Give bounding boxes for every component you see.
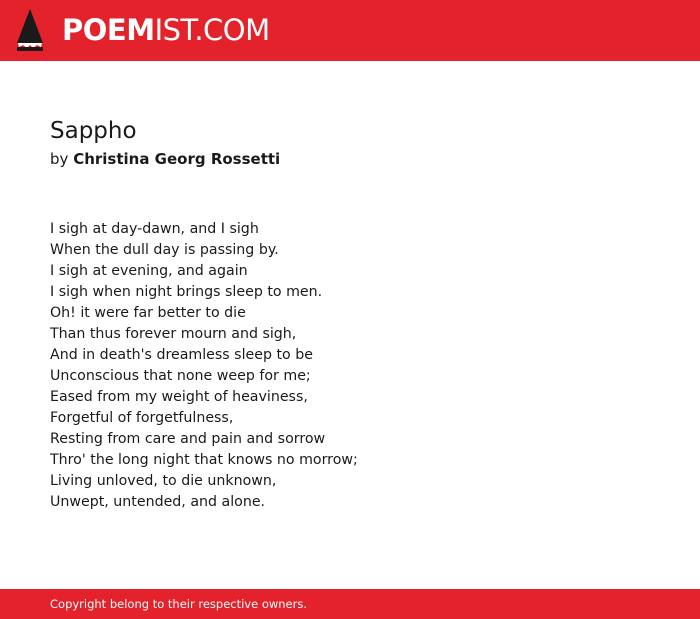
poem-line: Resting from care and pain and sorrow (50, 431, 326, 447)
poem-body (50, 219, 358, 513)
poem-line: Oh! it were far better to die (50, 305, 246, 321)
poem-line: I sigh at evening, and again (50, 263, 248, 279)
poem-line: Than thus forever mourn and sigh, (50, 326, 297, 342)
logo-text-light: IST.COM (154, 13, 270, 47)
poem-line: Eased from my weight of heaviness, (50, 389, 308, 405)
copyright-text: Copyright belong to their respective owners. (50, 597, 308, 611)
poem-line: I sigh when night brings sleep to men. (50, 284, 323, 300)
author-name: Christina Georg Rossetti (73, 150, 281, 168)
poem-line: Thro' the long night that knows no morrow; (50, 452, 358, 468)
by-label: by (50, 150, 69, 168)
poem-line: Living unloved, to die unknown, (50, 473, 277, 489)
site-footer (0, 589, 700, 619)
poem-title: Sappho (50, 118, 137, 144)
site-logo[interactable] (62, 12, 270, 48)
site-header (0, 0, 700, 61)
poem-line: I sigh at day-dawn, and I sigh (50, 221, 259, 237)
poem-line: Unwept, untended, and alone. (50, 494, 266, 510)
pencil-icon[interactable] (17, 9, 43, 51)
poem-line: Unconscious that none weep for me; (50, 368, 311, 384)
logo-text-bold: POEM (62, 13, 155, 47)
poem-line: And in death's dreamless sleep to be (50, 347, 313, 363)
poem-line: When the dull day is passing by. (50, 242, 279, 258)
poem-line: Forgetful of forgetfulness, (50, 410, 234, 426)
byline (50, 149, 280, 169)
